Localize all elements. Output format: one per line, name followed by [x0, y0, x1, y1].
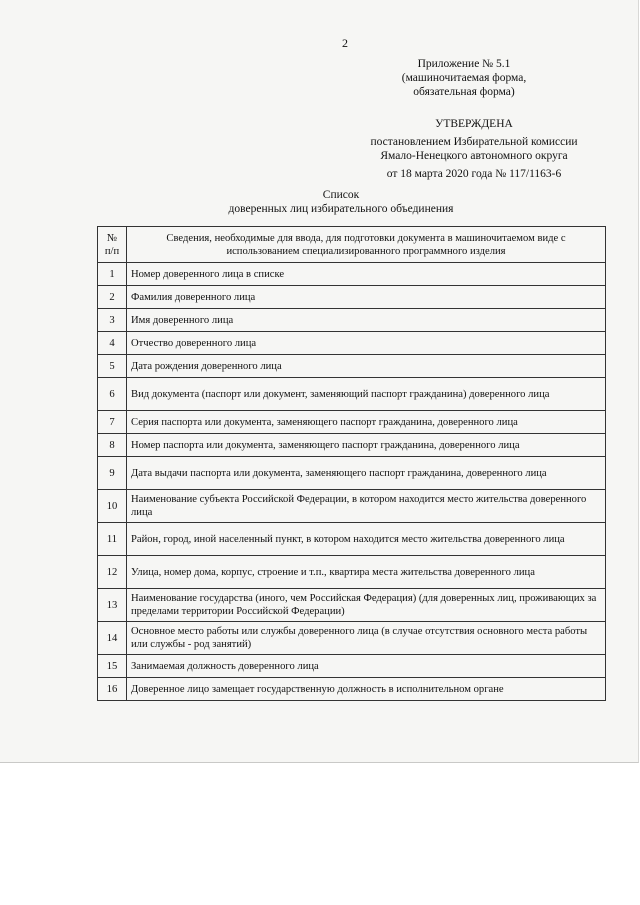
header-num: № п/п	[98, 227, 127, 263]
table-row	[98, 589, 606, 622]
row-number: 4	[98, 332, 127, 355]
row-text: Дата рождения доверенного лица	[127, 355, 606, 378]
row-number: 3	[98, 309, 127, 332]
approval-line-3: от 18 марта 2020 года № 117/1163-6	[386, 168, 562, 180]
row-number: 9	[98, 457, 127, 490]
table-row	[98, 678, 606, 701]
table-row	[98, 332, 606, 355]
row-number: 8	[98, 434, 127, 457]
row-text: Занимаемая должность доверенного лица	[127, 655, 606, 678]
document-title	[196, 188, 486, 216]
approval-heading: УТВЕРЖДЕНА	[435, 118, 513, 130]
table-row	[98, 263, 606, 286]
row-number: 12	[98, 556, 127, 589]
row-number: 15	[98, 655, 127, 678]
appendix-line-1: Приложение № 5.1	[417, 58, 511, 70]
row-number: 5	[98, 355, 127, 378]
appendix-line-3: обязательная форма)	[413, 86, 515, 98]
table-row	[98, 355, 606, 378]
table-row	[98, 434, 606, 457]
row-text: Серия паспорта или документа, заменяющего паспорт гражданина, доверенного лица	[127, 411, 606, 434]
title-line-2: доверенных лиц избирательного объединения	[228, 203, 454, 215]
table-row	[98, 286, 606, 309]
row-text: Дата выдачи паспорта или документа, заменяющего паспорт гражданина, доверенного лица	[127, 457, 606, 490]
row-number: 16	[98, 678, 127, 701]
row-text: Имя доверенного лица	[127, 309, 606, 332]
row-text: Вид документа (паспорт или документ, заменяющий паспорт гражданина) доверенного лица	[127, 378, 606, 411]
table-row	[98, 490, 606, 523]
title-line-1: Список	[322, 189, 360, 201]
row-text: Наименование субъекта Российской Федерации, в котором находится место жительства доверенного лица	[127, 490, 606, 523]
table-row	[98, 411, 606, 434]
table-row	[98, 523, 606, 556]
table-row	[98, 655, 606, 678]
row-text: Номер доверенного лица в списке	[127, 263, 606, 286]
row-number: 11	[98, 523, 127, 556]
appendix-line-2: (машиночитаемая форма,	[401, 72, 527, 84]
approval-line-1: постановлением Избирательной комиссии	[370, 136, 578, 148]
row-number: 2	[98, 286, 127, 309]
row-text: Доверенное лицо замещает государственную должность в исполнительном органе	[127, 678, 606, 701]
row-text: Улица, номер дома, корпус, строение и т.п., квартира места жительства доверенного лица	[127, 556, 606, 589]
row-text: Отчество доверенного лица	[127, 332, 606, 355]
row-text: Наименование государства (иного, чем Российская Федерация) (для доверенных лиц, проживающих за пределами территории Российской Федерации)	[127, 589, 606, 622]
row-number: 13	[98, 589, 127, 622]
row-number: 7	[98, 411, 127, 434]
table-row	[98, 309, 606, 332]
row-text: Номер паспорта или документа, заменяющего паспорт гражданина, доверенного лица	[127, 434, 606, 457]
page-number: 2	[342, 36, 348, 50]
header-desc: Сведения, необходимые для ввода, для подготовки документа в машиночитаемом виде с использованием специализированного программного изделия	[127, 227, 606, 263]
fields-table	[97, 226, 606, 701]
approval-line-2: Ямало-Ненецкого автономного округа	[380, 150, 568, 162]
table-row	[98, 457, 606, 490]
table-row	[98, 622, 606, 655]
approval-block	[358, 117, 590, 181]
table-row	[98, 556, 606, 589]
row-number: 14	[98, 622, 127, 655]
row-number: 10	[98, 490, 127, 523]
row-text: Фамилия доверенного лица	[127, 286, 606, 309]
table-header-row	[98, 227, 606, 263]
row-number: 1	[98, 263, 127, 286]
table-row	[98, 378, 606, 411]
row-number: 6	[98, 378, 127, 411]
appendix-block	[376, 57, 552, 99]
row-text: Основное место работы или службы доверенного лица (в случае отсутствия основного места работы или службы - род занятий)	[127, 622, 606, 655]
row-text: Район, город, иной населенный пункт, в котором находится место жительства доверенного лица	[127, 523, 606, 556]
